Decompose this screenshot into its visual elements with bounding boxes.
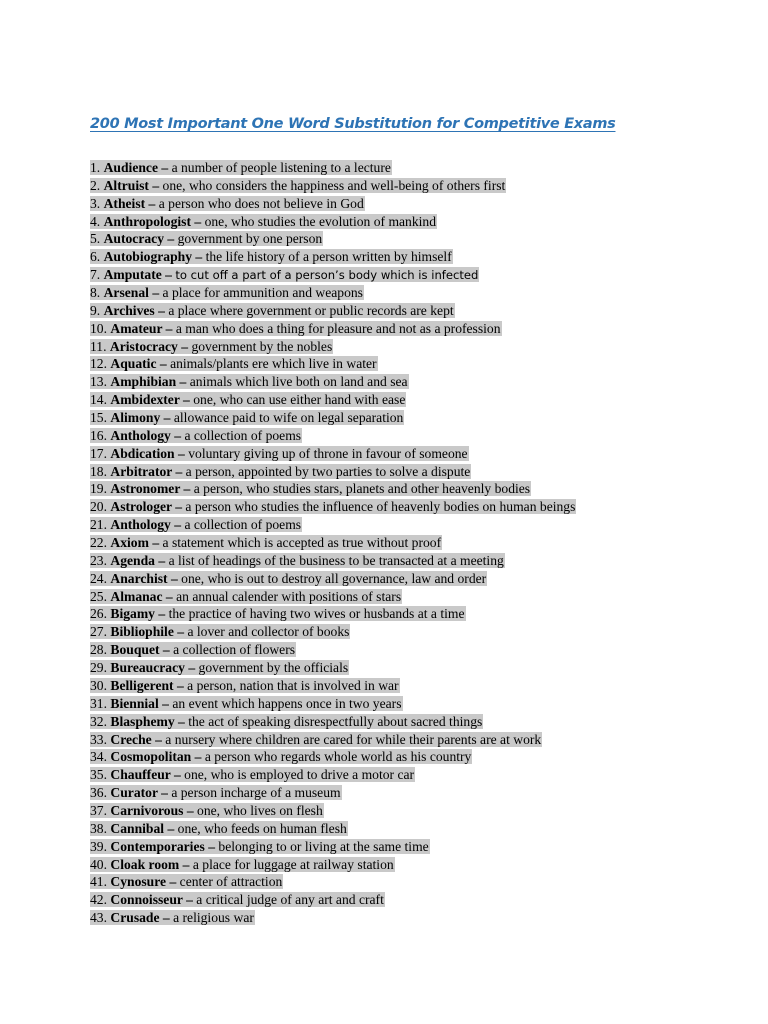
entry-number: 37. [90, 802, 107, 818]
entry-definition: a place where government or public records are kept [168, 302, 454, 318]
list-item [90, 838, 576, 856]
list-item [90, 873, 576, 891]
entry-term: Bureaucracy [110, 660, 185, 676]
entry-dash: – [162, 588, 177, 604]
highlighted-line [90, 606, 466, 621]
entry-number: 25. [90, 588, 107, 604]
entry-number: 38. [90, 820, 107, 836]
entry-definition: government by the officials [198, 660, 349, 676]
entry-dash: – [159, 910, 174, 926]
entry-number: 10. [90, 320, 107, 336]
list-item [90, 373, 576, 391]
entry-dash: – [173, 624, 188, 640]
entry-number: 34. [90, 749, 107, 765]
entry-number: 4. [90, 213, 101, 229]
list-item [90, 641, 576, 659]
entry-dash: – [177, 338, 192, 354]
entry-number: 13. [90, 374, 107, 390]
entry-dash: – [192, 249, 206, 265]
entry-term: Contemporaries [110, 838, 205, 854]
entry-number: 8. [90, 285, 101, 301]
entry-definition: a person, nation that is involved in war [187, 677, 399, 693]
list-item [90, 731, 576, 749]
entry-term: Chauffeur [110, 767, 171, 783]
entry-definition: a place for ammunition and weapons [162, 285, 363, 301]
highlighted-line [90, 285, 364, 300]
entry-dash: – [190, 213, 205, 229]
entry-dash: – [156, 356, 171, 372]
entry-number: 17. [90, 445, 107, 461]
entry-definition: a statement which is accepted as true without proof [162, 535, 442, 551]
entry-definition: a religious war [173, 910, 254, 926]
entry-definition: a person incharge of a museum [171, 785, 341, 801]
entry-term: Belligerent [110, 677, 174, 693]
document-title: 200 Most Important One Word Substitution for Competitive Exams [90, 116, 616, 132]
entry-definition: one, who lives on flesh [197, 802, 323, 818]
entry-term: Autobiography [103, 249, 192, 265]
entry-term: Bibliophile [110, 624, 174, 640]
entry-number: 26. [90, 606, 107, 622]
entry-number: 19. [90, 481, 107, 497]
entry-term: Biennial [110, 695, 159, 711]
entry-term: Astronomer [110, 481, 181, 497]
entry-term: Connoisseur [110, 892, 183, 908]
entry-number: 27. [90, 624, 107, 640]
entry-term: Atheist [103, 195, 146, 211]
highlighted-line [90, 249, 453, 264]
highlighted-line [90, 410, 404, 425]
entry-number: 39. [90, 838, 107, 854]
highlighted-line [90, 642, 296, 657]
entry-definition: a number of people listening to a lecture [171, 160, 391, 175]
entry-number: 18. [90, 463, 107, 479]
list-item [90, 445, 576, 463]
list-item [90, 659, 576, 677]
highlighted-line [90, 785, 342, 800]
list-item [90, 409, 576, 427]
list-item [90, 695, 576, 713]
entry-definition: a lover and collector of books [187, 624, 350, 640]
entry-term: Cosmopolitan [110, 749, 192, 765]
entry-term: Blasphemy [110, 713, 175, 729]
highlighted-line [90, 767, 415, 782]
entry-term: Anthology [110, 517, 171, 533]
entry-definition: one, who feeds on human flesh [177, 820, 347, 836]
highlighted-line [90, 624, 350, 639]
entry-dash: – [191, 749, 205, 765]
list-item [90, 713, 576, 731]
entry-number: 41. [90, 874, 107, 890]
entry-number: 15. [90, 410, 107, 426]
entry-dash: – [164, 820, 178, 836]
entry-definition: the life history of a person written by himself [205, 249, 452, 265]
highlighted-line [90, 571, 487, 586]
highlighted-line [90, 714, 483, 729]
entry-term: Agenda [110, 552, 155, 568]
entry-definition: a list of headings of the business to be transacted at a meeting [168, 552, 504, 568]
entry-dash: – [145, 195, 159, 211]
entry-dash: – [171, 499, 186, 515]
highlighted-line [90, 481, 531, 496]
entry-number: 2. [90, 177, 101, 193]
entry-definition: center of attraction [179, 874, 283, 890]
list-item [90, 534, 576, 552]
entry-dash: – [179, 856, 193, 872]
highlighted-line [90, 857, 395, 872]
entry-term: Cloak room [110, 856, 180, 872]
entry-number: 43. [90, 910, 107, 926]
entry-term: Cynosure [110, 874, 167, 890]
highlighted-line [90, 428, 302, 443]
entry-term: Anarchist [110, 570, 168, 586]
entry-term: Archives [103, 302, 155, 318]
entry-definition: to cut off a part of a person’s body which is infected [175, 268, 479, 283]
entry-dash: – [154, 552, 169, 568]
list-item [90, 677, 576, 695]
highlighted-line [90, 892, 385, 907]
list-item [90, 516, 576, 534]
list-item [90, 248, 576, 266]
entry-number: 30. [90, 677, 107, 693]
entry-dash: – [174, 445, 189, 461]
highlighted-line [90, 803, 324, 818]
entry-definition: a collection of poems [184, 517, 302, 533]
entry-definition: government by one person [177, 231, 323, 247]
highlighted-line [90, 535, 442, 550]
list-item [90, 391, 576, 409]
entry-definition: a person who does not believe in God [158, 195, 364, 211]
entry-dash: – [148, 177, 163, 193]
entry-number: 33. [90, 731, 107, 747]
list-item [90, 480, 576, 498]
entry-definition: an annual calender with positions of stars [176, 588, 402, 604]
entry-number: 12. [90, 356, 107, 372]
entry-definition: a collection of poems [184, 427, 302, 443]
entry-dash: – [179, 392, 194, 408]
entry-term: Amputate [103, 267, 162, 283]
entry-definition: a man who does a thing for pleasure and not as a profession [175, 320, 501, 336]
entry-number: 9. [90, 302, 101, 318]
entry-number: 20. [90, 499, 107, 515]
entry-dash: – [182, 892, 197, 908]
list-item [90, 552, 576, 570]
entry-term: Astrologer [110, 499, 172, 515]
highlighted-line [90, 374, 409, 389]
entry-number: 31. [90, 695, 107, 711]
entry-number: 22. [90, 535, 107, 551]
entry-definition: a person who studies the influence of heavenly bodies on human beings [185, 499, 576, 515]
entry-term: Cannibal [110, 820, 165, 836]
entry-number: 32. [90, 713, 107, 729]
entry-term: Aristocracy [109, 338, 178, 354]
word-substitution-list [90, 159, 576, 927]
entry-term: Bigamy [110, 606, 155, 622]
entry-dash: – [204, 838, 219, 854]
entry-term: Crusade [110, 910, 160, 926]
entry-dash: – [148, 285, 163, 301]
list-item [90, 159, 576, 177]
list-item [90, 623, 576, 641]
entry-number: 24. [90, 570, 107, 586]
entry-term: Curator [110, 785, 158, 801]
highlighted-line [90, 696, 403, 711]
entry-term: Creche [110, 731, 152, 747]
entry-dash: – [154, 606, 169, 622]
entry-number: 1. [90, 160, 101, 175]
entry-dash: – [161, 267, 176, 283]
entry-term: Altruist [103, 177, 149, 193]
entry-definition: a person who regards whole world as his country [204, 749, 472, 765]
list-item [90, 338, 576, 356]
entry-term: Alimony [110, 410, 161, 426]
highlighted-line [90, 303, 455, 318]
entry-term: Amateur [110, 320, 163, 336]
list-item [90, 320, 576, 338]
list-item [90, 766, 576, 784]
entry-dash: – [170, 767, 185, 783]
entry-term: Arbitrator [110, 463, 173, 479]
entry-term: Amphibian [110, 374, 177, 390]
entry-term: Anthropologist [103, 213, 191, 229]
list-item [90, 588, 576, 606]
entry-dash: – [170, 427, 185, 443]
entry-number: 42. [90, 892, 107, 908]
entry-definition: a nursery where children are cared for while their parents are at work [165, 731, 542, 747]
entry-definition: the act of speaking disrespectfully about sacred things [188, 713, 483, 729]
entry-definition: one, who studies the evolution of mankind [204, 213, 437, 229]
list-item [90, 355, 576, 373]
list-item [90, 302, 576, 320]
highlighted-line [90, 910, 255, 925]
entry-number: 21. [90, 517, 107, 533]
entry-dash: – [172, 463, 186, 479]
entry-dash: – [157, 160, 172, 175]
entry-definition: a person, appointed by two parties to solve a dispute [185, 463, 471, 479]
entry-number: 23. [90, 552, 107, 568]
entry-dash: – [176, 374, 190, 390]
entry-number: 16. [90, 427, 107, 443]
list-item [90, 909, 576, 927]
entry-definition: one, who considers the happiness and well-being of others first [162, 177, 506, 193]
list-item [90, 195, 576, 213]
entry-definition: animals which live both on land and sea [189, 374, 408, 390]
entry-dash: – [173, 677, 188, 693]
entry-dash: – [164, 231, 178, 247]
entry-dash: – [160, 410, 174, 426]
entry-dash: – [174, 713, 189, 729]
entry-dash: – [157, 785, 172, 801]
list-item [90, 463, 576, 481]
list-item [90, 230, 576, 248]
highlighted-line [90, 464, 471, 479]
entry-dash: – [148, 535, 163, 551]
highlighted-line [90, 267, 479, 282]
entry-definition: one, who can use either hand with ease [193, 392, 406, 408]
entry-term: Audience [103, 160, 158, 175]
entry-definition: allowance paid to wife on legal separation [173, 410, 404, 426]
entry-number: 6. [90, 249, 101, 265]
entry-number: 7. [90, 267, 101, 283]
highlighted-line [90, 732, 542, 747]
highlighted-line [90, 499, 576, 514]
highlighted-line [90, 446, 469, 461]
entry-number: 36. [90, 785, 107, 801]
entry-dash: – [167, 570, 182, 586]
entry-definition: one, who is out to destroy all governance, law and order [181, 570, 487, 586]
entry-dash: – [154, 302, 169, 318]
entry-number: 11. [90, 338, 107, 354]
entry-term: Anthology [110, 427, 171, 443]
entry-number: 28. [90, 642, 107, 658]
entry-term: Bouquet [110, 642, 160, 658]
entry-definition: animals/plants ere which live in water [170, 356, 377, 372]
list-item [90, 605, 576, 623]
highlighted-line [90, 517, 302, 532]
entry-number: 29. [90, 660, 107, 676]
entry-definition: government by the nobles [191, 338, 333, 354]
entry-term: Aquatic [110, 356, 157, 372]
entry-definition: a place for luggage at railway station [192, 856, 394, 872]
list-item [90, 784, 576, 802]
entry-term: Almanac [110, 588, 163, 604]
list-item [90, 266, 576, 284]
highlighted-line [90, 678, 400, 693]
entry-dash: – [183, 802, 198, 818]
entry-term: Ambidexter [110, 392, 180, 408]
entry-term: Arsenal [103, 285, 149, 301]
list-item [90, 427, 576, 445]
entry-definition: a collection of flowers [173, 642, 296, 658]
highlighted-line [90, 178, 506, 193]
highlighted-line [90, 214, 437, 229]
highlighted-line [90, 392, 406, 407]
entry-number: 40. [90, 856, 107, 872]
highlighted-line [90, 356, 378, 371]
entry-number: 3. [90, 195, 101, 211]
entry-definition: a critical judge of any art and craft [196, 892, 384, 908]
entry-dash: – [170, 517, 185, 533]
highlighted-line [90, 839, 430, 854]
entry-dash: – [166, 874, 180, 890]
highlighted-line [90, 339, 333, 354]
entry-number: 14. [90, 392, 107, 408]
highlighted-line [90, 231, 323, 246]
highlighted-line [90, 589, 402, 604]
entry-term: Axiom [110, 535, 149, 551]
entry-term: Carnivorous [110, 802, 184, 818]
entry-definition: voluntary giving up of throne in favour of someone [188, 445, 468, 461]
list-item [90, 748, 576, 766]
entry-term: Abdication [110, 445, 175, 461]
entry-dash: – [184, 660, 199, 676]
list-item [90, 498, 576, 516]
list-item [90, 802, 576, 820]
highlighted-line [90, 321, 502, 336]
highlighted-line [90, 196, 365, 211]
list-item [90, 213, 576, 231]
highlighted-line [90, 821, 348, 836]
highlighted-line [90, 874, 283, 889]
list-item [90, 820, 576, 838]
highlighted-line [90, 660, 349, 675]
list-item [90, 856, 576, 874]
entry-definition: a person, who studies stars, planets and other heavenly bodies [193, 481, 531, 497]
entry-dash: – [180, 481, 194, 497]
entry-number: 35. [90, 767, 107, 783]
entry-definition: one, who is employed to drive a motor car [184, 767, 415, 783]
entry-definition: an event which happens once in two years [172, 695, 402, 711]
entry-number: 5. [90, 231, 101, 247]
entry-dash: – [158, 695, 173, 711]
list-item [90, 177, 576, 195]
highlighted-line [90, 553, 505, 568]
list-item [90, 891, 576, 909]
entry-dash: – [162, 320, 176, 336]
entry-dash: – [151, 731, 166, 747]
highlighted-line [90, 160, 392, 175]
entry-definition: belonging to or living at the same time [218, 838, 429, 854]
entry-dash: – [159, 642, 174, 658]
highlighted-line [90, 749, 472, 764]
list-item [90, 284, 576, 302]
entry-term: Autocracy [103, 231, 165, 247]
entry-definition: the practice of having two wives or husbands at a time [168, 606, 465, 622]
list-item [90, 570, 576, 588]
